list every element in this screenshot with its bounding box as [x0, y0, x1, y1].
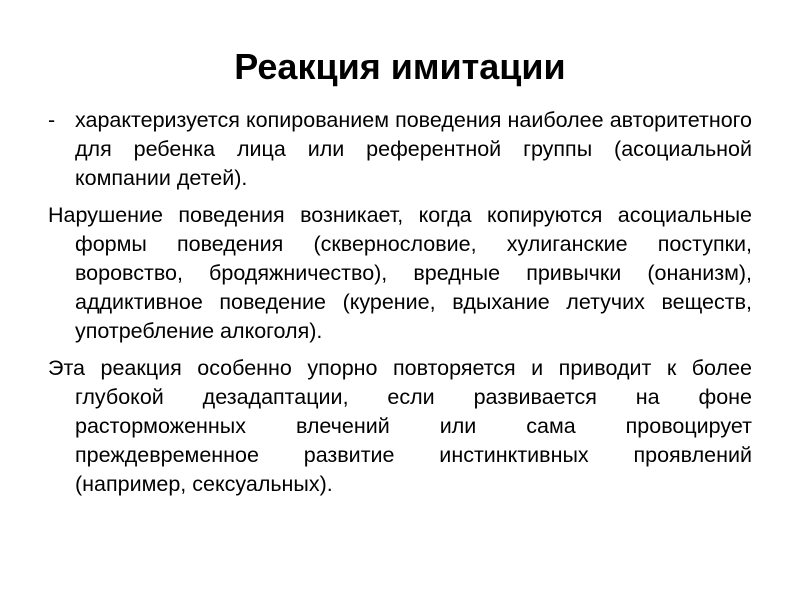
bullet-marker: -: [48, 108, 56, 132]
slide-body: [48, 106, 752, 507]
paragraph-behavior-disorder: Нарушение поведения возникает, когда копируются асоциальные формы поведения (сквернословие, хулиганские поступки, воровство, бродяжничество), вредные привычки (онанизм), аддиктивное поведение (курение, вдыхание летучих веществ, употребление алкоголя).: [48, 203, 752, 343]
bullet-paragraph: [48, 106, 752, 193]
paragraph-reaction-repeat: Эта реакция особенно упорно повторяется и приводит к более глубокой дезадаптации, если развивается на фоне расторможенных влечений или сама провоцирует преждевременное развитие инстинктивных проявлений (например, сексуальных).: [48, 356, 752, 496]
bullet-text: характеризуется копированием поведения наиболее авторитетного для ребенка лица или референтной группы (асоциальной компании детей).: [75, 108, 752, 190]
slide-title: Реакция имитации: [234, 46, 566, 87]
